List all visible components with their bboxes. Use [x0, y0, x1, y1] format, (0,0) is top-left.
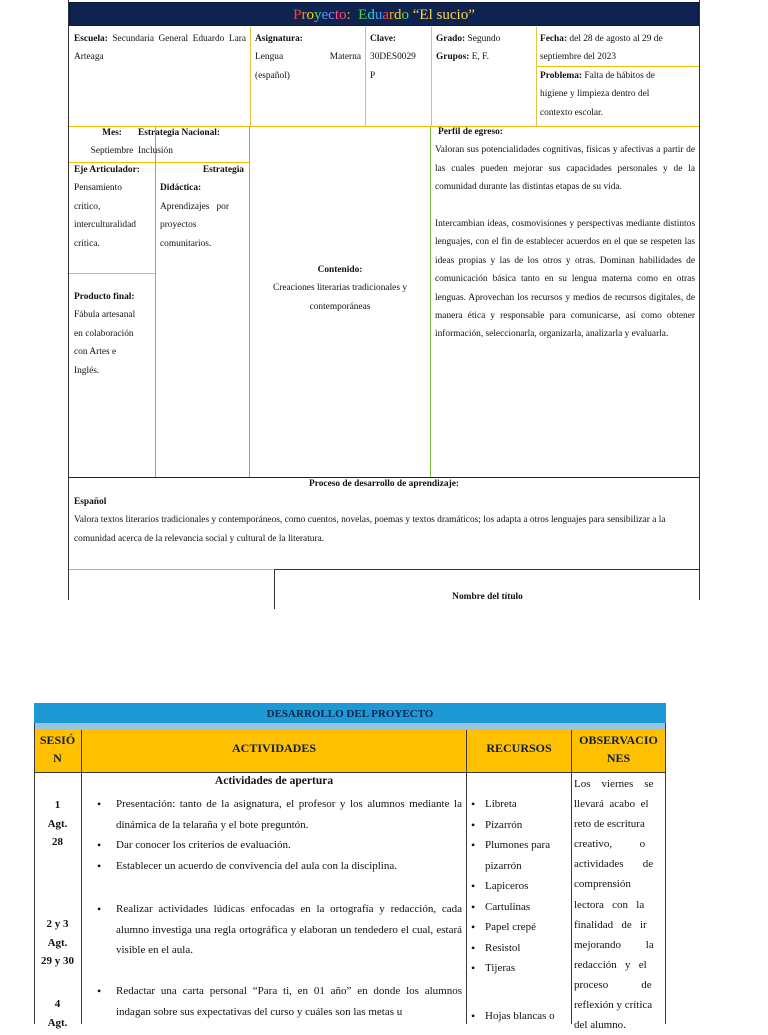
col-actividades-header: ACTIVIDADES: [231, 741, 317, 755]
col-observaciones-header: [572, 731, 665, 767]
clave-label: Clave:: [370, 34, 397, 44]
col-session-header: [34, 731, 81, 767]
title-cell: [274, 569, 699, 609]
clave-value-2: P: [370, 70, 376, 81]
divider: [69, 273, 155, 274]
problema-value: Falta de hábitos de higiene y limpieza dentro del contexto escolar.: [540, 71, 655, 118]
eje-articulador-cell: [74, 161, 158, 253]
estrategia-didactica-line: Aprendizajes por: [160, 201, 229, 212]
recurso-item: • Plumones para: [485, 835, 571, 856]
recurso-item: • Hojas blancas o: [485, 1006, 571, 1027]
estrategia-nacional-value: Inclusión: [138, 146, 173, 157]
recurso-item: • Pizarrón: [485, 815, 571, 836]
title-letter: a: [382, 7, 389, 23]
contenido-cell: [254, 261, 426, 316]
session-1: [34, 796, 81, 852]
divider: [431, 27, 432, 127]
divider: [430, 127, 431, 477]
title-letter: r: [389, 7, 394, 23]
producto-final-cell: [74, 288, 154, 380]
title-letter: o: [306, 7, 314, 23]
recurso-item: • Tijeras: [485, 958, 571, 979]
asignatura-value-1: Lengua: [255, 52, 284, 63]
observ-line: llevará acabo el: [574, 798, 649, 811]
title-letter: E: [358, 7, 368, 23]
title-letter: o: [338, 7, 347, 23]
session-num: 1: [54, 799, 61, 811]
col-recursos-header: RECURSOS: [486, 741, 552, 755]
clave-value-1: 30DES0029: [370, 52, 416, 63]
divider: [34, 723, 666, 730]
session-label: Agt.: [47, 817, 68, 830]
observ-line: lectora con la: [574, 898, 645, 911]
session-3: [34, 995, 81, 1032]
recurso-item: • Libreta: [485, 794, 571, 815]
grado-cell: [436, 30, 536, 67]
title-letter: u: [374, 7, 383, 23]
recurso-item: • Papel crepé: [485, 917, 571, 938]
estrategia-didactica-label-2: Didáctica:: [160, 183, 202, 194]
eje-line: crítica.: [74, 238, 100, 249]
session-2: [34, 915, 81, 971]
recurso-item: • Cartulinas: [485, 897, 571, 918]
divider: [665, 723, 666, 1024]
title-letter: o: [460, 7, 469, 23]
title-letter: d: [394, 7, 402, 23]
fecha-cell: [540, 30, 696, 67]
activities-group-3: [82, 981, 462, 1022]
title-letter: “: [412, 7, 420, 23]
divider: [536, 27, 537, 127]
proceso-text: Valora textos literarios tradicionales y contemporáneos, como cuentos, novelas, poemas y textos dramáticos; los adapta a otros lenguajes para sensibilizar a la comunidad acerca de la relevancia social y cultural de la literatura.: [74, 515, 666, 544]
title-letter: o: [401, 7, 409, 23]
activity-item: • Presentación: tanto de la asignatura, el profesor y los alumnos mediante la dinámica de la telaraña y el bote preguntón.: [116, 794, 462, 835]
producto-final-label: Producto final:: [74, 292, 135, 302]
title-letter: t: [334, 7, 339, 23]
eje-line: interculturalidad: [74, 220, 136, 231]
producto-line: Inglés.: [74, 365, 100, 376]
cut-title: Nombre del título: [452, 592, 523, 602]
divider: [34, 723, 35, 1024]
estrategia-didactica-line: comunitarios.: [160, 238, 212, 249]
page-1: [68, 0, 700, 602]
observ-line: reflexión y crítica: [574, 999, 653, 1012]
observ-line: actividades de: [574, 858, 654, 871]
asignatura-value-3: (español): [255, 70, 290, 81]
observaciones-cell: [574, 774, 662, 1035]
activity-item: • Establecer un acuerdo de convivencia del aula con la disciplina.: [116, 856, 462, 877]
title-letter: P: [293, 7, 302, 23]
title-letter: c: [449, 7, 457, 23]
grado-value: Segundo: [467, 34, 501, 44]
estrategia-didactica-label-1: Estrategia: [202, 165, 244, 175]
fecha-label: Fecha:: [540, 34, 568, 44]
contenido-label: Contenido:: [317, 265, 363, 275]
title-letter: i: [456, 7, 461, 23]
escuela-label: Escuela:: [74, 34, 108, 44]
desarrollo-title: DESARROLLO DEL PROYECTO: [266, 708, 434, 720]
title-letter: :: [346, 7, 351, 23]
section-heading: Actividades de apertura: [214, 775, 334, 787]
observ-line: mejorando la: [574, 938, 654, 951]
perfil-paragraph-2: Intercambian ideas, cosmovisiones y perspectivas mediante distintos lenguajes, con el fin de establecer acuerdos en el que se respeten las ideas propias y las de los otros y otras. Dominan habilidades de comunicación básica tanto en su lengua materna como en otras lenguas. Aprovechan los recursos y medios de recursos digitales, de manera ética y responsable para comunicarse, así como obtener información, seleccionarla, organizarla, analizarla y evaluarla.: [435, 219, 695, 340]
observ-line: redacción y el: [574, 958, 647, 971]
col-observ-label-1: OBSERVACIO: [579, 733, 658, 747]
perfil-paragraph-1: Valoran sus potencialidades cognitivas, físicas y afectivas a partir de las cuales pueden mejorar sus capacidades personales y de la comunidad durante las distintas etapas de su vida.: [435, 145, 695, 193]
divider: [365, 27, 366, 127]
title-letter: E: [419, 7, 429, 23]
eje-line: Pensamiento: [74, 183, 122, 194]
activity-item: • Realizar actividades lúdicas enfocadas en la ortografía y redacción, cada alumno investiga una regla ortográfica y elaboran un tendedero el cual, estará visible en el aula.: [116, 899, 462, 961]
estrategia-nacional-cell: [138, 124, 248, 161]
col-observ-label-2: NES: [606, 751, 631, 765]
producto-line: en colaboración: [74, 328, 134, 339]
mes-value: Septiembre: [90, 146, 134, 157]
escuela-value: Secundaria General Eduardo Lara Arteaga: [74, 34, 247, 63]
observ-line: Los viernes se: [574, 778, 654, 790]
proceso-heading: Proceso de desarrollo de aprendizaje:: [309, 479, 459, 489]
col-session-label-1: SESIÓ: [39, 733, 76, 747]
perfil-egreso-cell: [435, 123, 695, 344]
title-letter: d: [367, 7, 375, 23]
divider: [571, 730, 572, 1024]
title-letter: c: [328, 7, 335, 23]
title-letter: e: [321, 7, 329, 23]
recurso-item: • Resistol: [485, 938, 571, 959]
contenido-value: Creaciones literarias tradicionales y contemporáneas: [272, 283, 408, 312]
proceso-body: [74, 493, 694, 548]
session-label: Agt.: [47, 936, 68, 949]
page-2: [34, 703, 666, 1032]
mes-label: Mes:: [102, 128, 122, 138]
problema-cell: [540, 67, 680, 122]
problema-label: Problema:: [540, 71, 583, 81]
session-days: 28: [52, 836, 63, 848]
col-session-label-2: N: [53, 751, 62, 765]
recurso-item: • Lapiceros: [485, 876, 571, 897]
title-letter: r: [301, 7, 307, 23]
proceso-subject: Español: [74, 497, 107, 507]
observ-line: creativo, o: [574, 838, 646, 851]
proceso-heading-cell: [69, 475, 699, 493]
asignatura-label: Asignatura:: [255, 34, 303, 44]
session-label: Agt.: [47, 1016, 68, 1029]
title-letter: ”: [468, 7, 475, 23]
observ-line: finalidad de ir: [574, 918, 647, 931]
recurso-item: pizarrón: [485, 859, 522, 872]
fecha-value: del 28 de agosto al 29 de septiembre del 2023: [540, 34, 663, 63]
eje-line: crítico,: [74, 201, 101, 212]
recursos-list-extra: [467, 1006, 571, 1027]
escuela-cell: [74, 30, 246, 67]
project-title: [69, 2, 699, 26]
clave-cell: [370, 30, 430, 85]
observ-line: proceso de: [574, 978, 652, 991]
recursos-list: [467, 794, 571, 979]
divider: [250, 27, 251, 127]
session-num: 2 y 3: [46, 918, 69, 930]
session-days: 29 y 30: [41, 955, 74, 967]
grado-label: Grado:: [436, 34, 466, 44]
title-letter: l: [428, 7, 433, 23]
asignatura-value-2: Materna: [329, 52, 361, 63]
grupos-value: E, F.: [471, 52, 489, 63]
divider: [34, 772, 666, 773]
observ-line: comprensión: [574, 878, 631, 891]
estrategia-nacional-label: Estrategia Nacional:: [138, 128, 221, 138]
activity-item: • Redactar una carta personal “Para ti, en 01 año” en donde los alumnos indagan sobre sus expectativas del curso y cuáles son las metas u: [116, 981, 462, 1022]
observ-line: del alumno.: [574, 1019, 626, 1032]
observ-line: reto de escritura: [574, 818, 645, 831]
divider: [69, 569, 273, 570]
perfil-egreso-label: Perfil de egreso:: [438, 127, 503, 137]
title-letter: u: [442, 7, 450, 23]
estrategia-didactica-cell: [160, 161, 244, 253]
grupos-label: Grupos:: [436, 52, 470, 63]
producto-line: Fábula artesanal: [74, 310, 136, 321]
estrategia-didactica-line: proyectos: [160, 220, 197, 231]
activities-group-1: [82, 794, 462, 876]
title-letter: s: [436, 7, 443, 23]
eje-articulador-label: Eje Articulador:: [74, 165, 140, 175]
session-num: 4: [54, 998, 61, 1010]
activities-group-2: [82, 899, 462, 961]
producto-line: con Artes e: [74, 347, 117, 358]
title-letter: y: [313, 7, 322, 23]
activity-item: • Dar conocer los criterios de evaluación.: [116, 835, 462, 856]
asignatura-cell: [255, 30, 361, 85]
divider: [249, 127, 250, 477]
